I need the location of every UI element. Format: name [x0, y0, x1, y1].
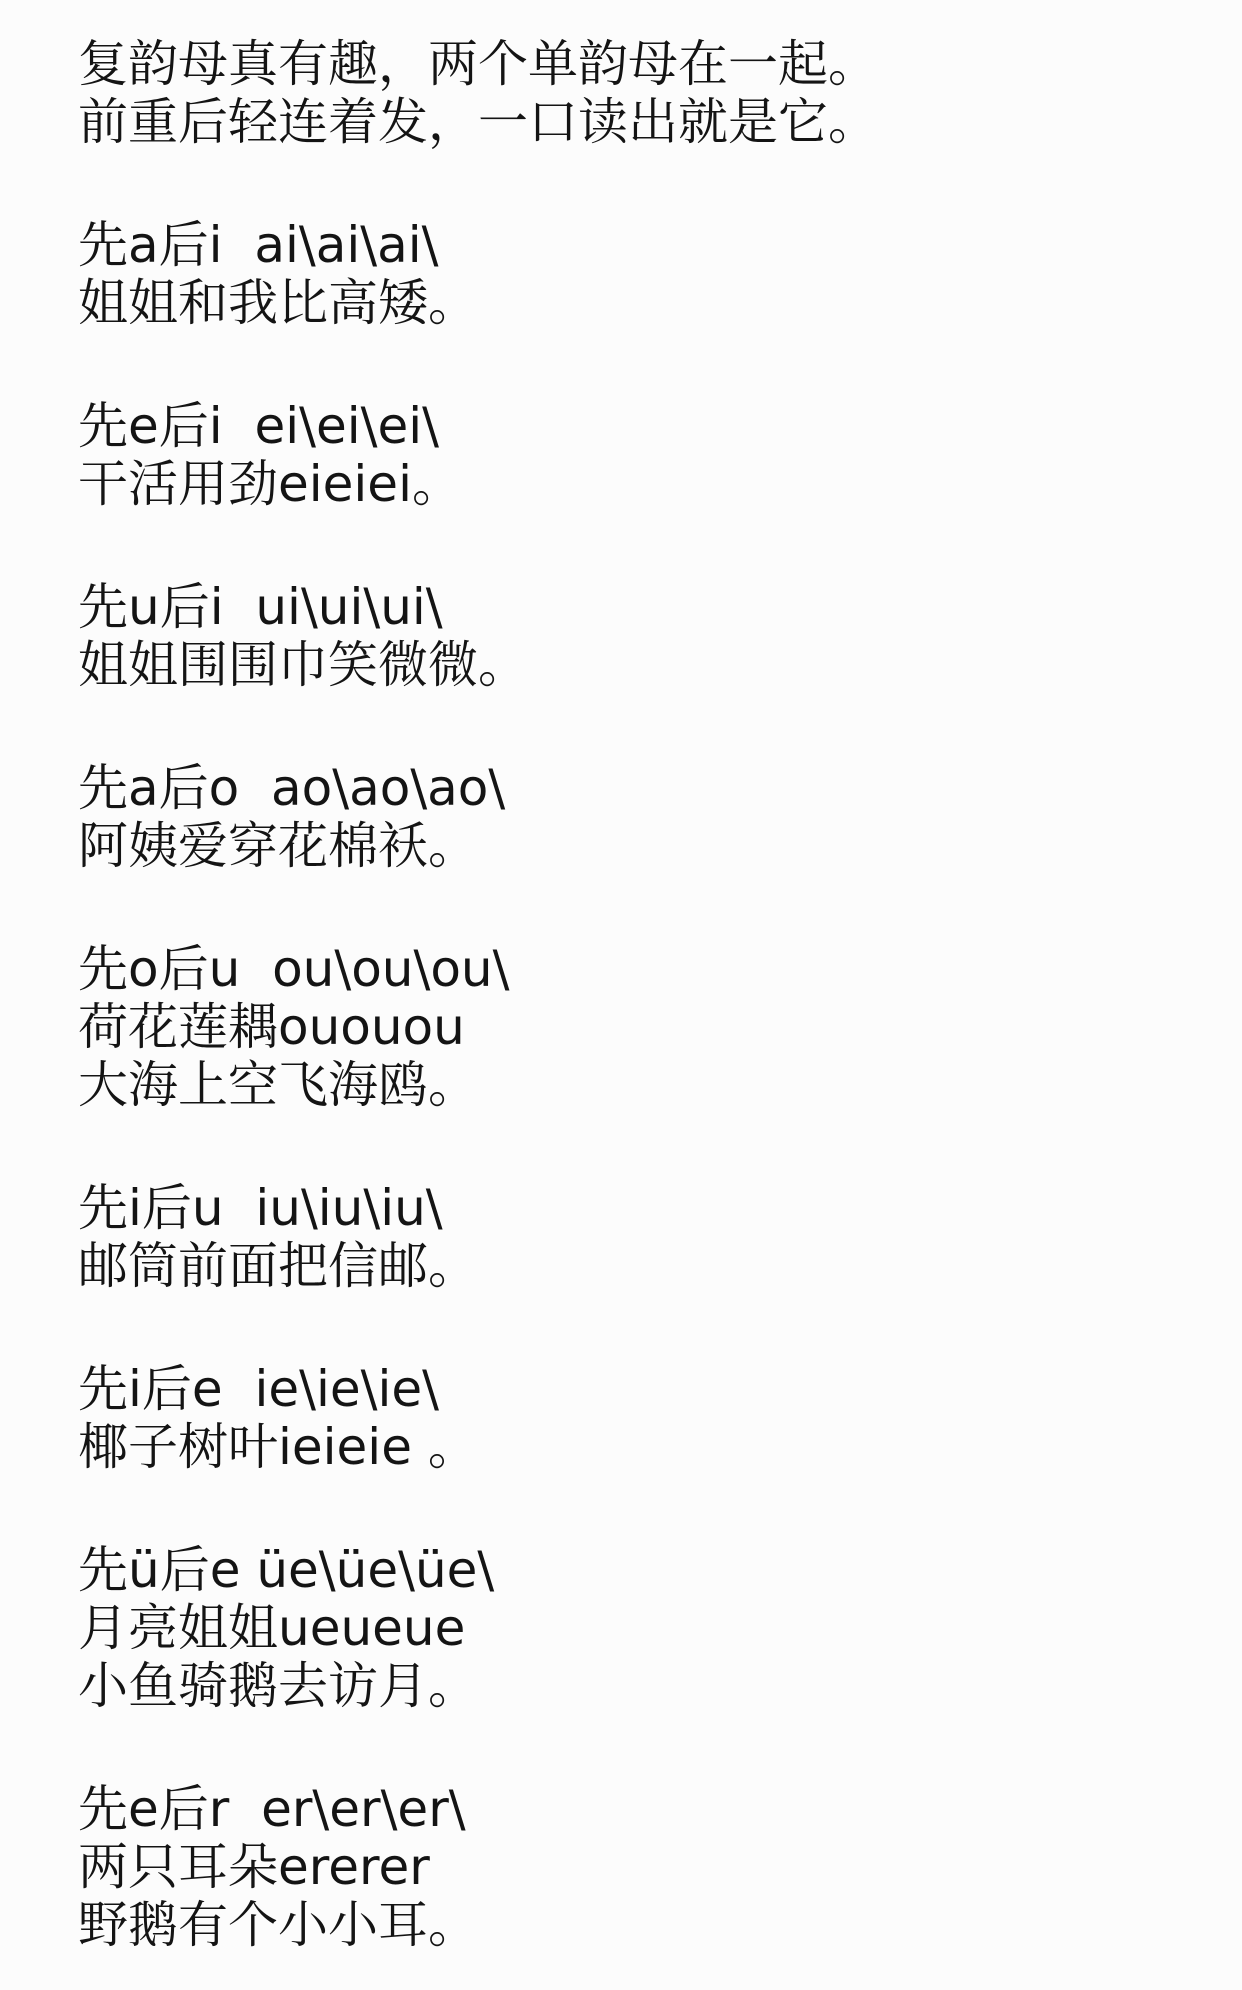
poem-stanza-ui: [78, 578, 1202, 694]
poem-line: 先e后r er\er\er\: [78, 1780, 466, 1838]
poem-line: 先e后i ei\ei\ei\: [78, 397, 439, 455]
poem-intro-line: 复韵母真有趣，两个单韵母在一起。: [78, 35, 878, 93]
poem-line: 大海上空飞海鸥。: [78, 1056, 478, 1114]
poem-line: 先i后u iu\iu\iu\: [78, 1179, 443, 1237]
poem-line: 先i后e ie\ie\ie\: [78, 1360, 439, 1418]
poem-line: 先u后i ui\ui\ui\: [78, 578, 443, 636]
poem-line: 两只耳朵ererer: [78, 1838, 430, 1896]
poem-stanza-ue: [78, 1541, 1202, 1715]
poem-line: 先ü后e üe\üe\üe\: [78, 1541, 495, 1599]
poem-intro: [78, 35, 1202, 151]
poem-stanza-ai: [78, 216, 1202, 332]
poem-line: 姐姐和我比高矮。: [78, 274, 478, 332]
poem-intro-line: 前重后轻连着发，一口读出就是它。: [78, 93, 878, 151]
poem-line: 先a后o ao\ao\ao\: [78, 759, 506, 817]
poem-stanza-ao: [78, 759, 1202, 875]
poem-line: 荷花莲耦ououou: [78, 998, 465, 1056]
poem-line: 干活用劲eieiei。: [78, 455, 462, 513]
poem-line: 先a后i ai\ai\ai\: [78, 216, 439, 274]
poem-stanza-ou: [78, 940, 1202, 1114]
poem-line: 先o后u ou\ou\ou\: [78, 940, 510, 998]
poem-line: 椰子树叶ieieie 。: [78, 1418, 478, 1476]
poem-line: 阿姨爱穿花棉袄。: [78, 817, 478, 875]
poem-line: 野鹅有个小小耳。: [78, 1896, 478, 1954]
poem-stanza-er: [78, 1780, 1202, 1954]
poem-line: 姐姐围围巾笑微微。: [78, 636, 528, 694]
poem-stanza-ie: [78, 1360, 1202, 1476]
poem-line: 邮筒前面把信邮。: [78, 1237, 478, 1295]
poem-line: 月亮姐姐ueueue: [78, 1599, 466, 1657]
poem-stanza-ei: [78, 397, 1202, 513]
poem-line: 小鱼骑鹅去访月。: [78, 1657, 478, 1715]
poem-stanza-iu: [78, 1179, 1202, 1295]
